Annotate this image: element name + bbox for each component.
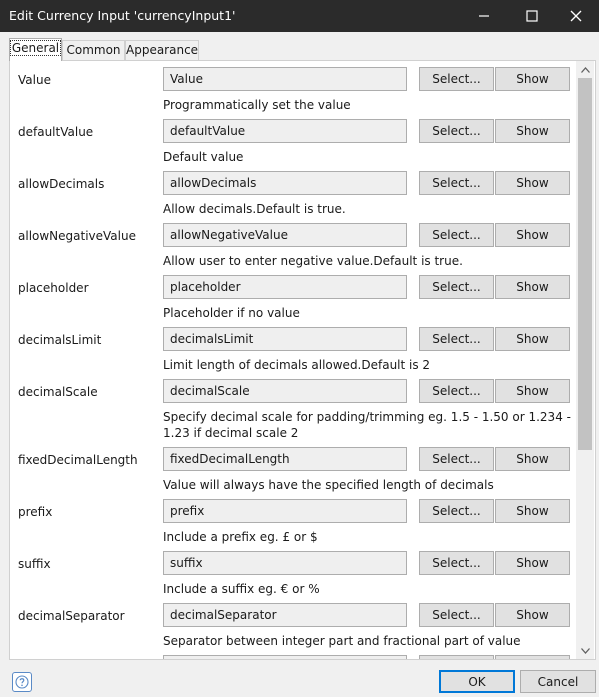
select-button[interactable]: Select... bbox=[419, 171, 494, 195]
select-button[interactable]: Select... bbox=[419, 223, 494, 247]
tab-common[interactable] bbox=[62, 40, 125, 60]
chevron-down-icon bbox=[581, 648, 590, 654]
close-button[interactable] bbox=[553, 0, 599, 32]
property-description: Include a suffix eg. € or % bbox=[163, 582, 320, 596]
property-description: Default value bbox=[163, 150, 244, 164]
property-value-field[interactable]: allowDecimals bbox=[163, 171, 407, 195]
property-label: fixedDecimalLength bbox=[18, 453, 138, 467]
window-title: Edit Currency Input 'currencyInput1' bbox=[9, 8, 236, 23]
property-label: prefix bbox=[18, 505, 53, 519]
property-label: Value bbox=[18, 73, 51, 87]
show-button[interactable] bbox=[495, 655, 570, 660]
property-label: decimalsLimit bbox=[18, 333, 102, 347]
property-value-field[interactable]: fixedDecimalLength bbox=[163, 447, 407, 471]
select-button[interactable]: Select... bbox=[419, 327, 494, 351]
vertical-scrollbar[interactable] bbox=[576, 61, 594, 659]
scroll-up-button[interactable] bbox=[576, 61, 594, 78]
minimize-button[interactable] bbox=[461, 0, 507, 32]
select-button[interactable] bbox=[419, 655, 494, 660]
property-description: Allow user to enter negative value.Default is true. bbox=[163, 254, 463, 268]
property-label: decimalScale bbox=[18, 385, 98, 399]
chevron-up-icon bbox=[581, 67, 590, 73]
tab-general[interactable] bbox=[9, 38, 62, 61]
property-label: allowDecimals bbox=[18, 177, 105, 191]
select-button[interactable]: Select... bbox=[419, 119, 494, 143]
property-description: Value will always have the specified length of decimals bbox=[163, 478, 494, 492]
property-description: Limit length of decimals allowed.Default is 2 bbox=[163, 358, 431, 372]
property-value-field[interactable]: decimalSeparator bbox=[163, 603, 407, 627]
select-button[interactable]: Select... bbox=[419, 275, 494, 299]
property-value-field[interactable]: decimalsLimit bbox=[163, 327, 407, 351]
show-button[interactable]: Show bbox=[495, 119, 570, 143]
show-button[interactable]: Show bbox=[495, 171, 570, 195]
show-button[interactable]: Show bbox=[495, 275, 570, 299]
property-description: Allow decimals.Default is true. bbox=[163, 202, 346, 216]
help-button[interactable] bbox=[12, 672, 32, 692]
dialog-footer bbox=[0, 665, 599, 697]
property-description: Separator between integer part and fractional part of value bbox=[163, 634, 521, 648]
tab-general-label: General bbox=[11, 41, 60, 55]
select-button[interactable]: Select... bbox=[419, 551, 494, 575]
close-icon bbox=[570, 10, 582, 22]
scroll-down-button[interactable] bbox=[576, 642, 594, 659]
property-value-field[interactable]: placeholder bbox=[163, 275, 407, 299]
property-value-field[interactable]: allowNegativeValue bbox=[163, 223, 407, 247]
property-value-field[interactable]: prefix bbox=[163, 499, 407, 523]
title-bar[interactable] bbox=[0, 0, 599, 32]
property-description: Placeholder if no value bbox=[163, 306, 300, 320]
select-button[interactable]: Select... bbox=[419, 603, 494, 627]
property-label: decimalSeparator bbox=[18, 609, 125, 623]
show-button[interactable]: Show bbox=[495, 67, 570, 91]
show-button[interactable]: Show bbox=[495, 551, 570, 575]
tab-appearance-label: Appearance bbox=[126, 43, 199, 57]
help-icon bbox=[15, 675, 29, 689]
maximize-button[interactable] bbox=[509, 0, 555, 32]
property-description: Programmatically set the value bbox=[163, 98, 351, 112]
property-value-field[interactable]: defaultValue bbox=[163, 119, 407, 143]
show-button[interactable]: Show bbox=[495, 327, 570, 351]
select-button[interactable]: Select... bbox=[419, 499, 494, 523]
property-value-field[interactable]: Value bbox=[163, 67, 407, 91]
select-button[interactable]: Select... bbox=[419, 447, 494, 471]
property-label: placeholder bbox=[18, 281, 89, 295]
property-value-field[interactable] bbox=[163, 655, 407, 660]
show-button[interactable]: Show bbox=[495, 447, 570, 471]
minimize-icon bbox=[478, 10, 490, 22]
general-tab-panel bbox=[9, 60, 596, 660]
property-value-field[interactable]: decimalScale bbox=[163, 379, 407, 403]
property-label: defaultValue bbox=[18, 125, 94, 139]
ok-button[interactable]: OK bbox=[439, 670, 515, 693]
dialog-body bbox=[0, 32, 599, 665]
property-description: Specify decimal scale for padding/trimming eg. 1.5 - 1.50 or 1.234 - 1.23 if decimal scale 2 bbox=[163, 410, 571, 440]
show-button[interactable]: Show bbox=[495, 603, 570, 627]
cancel-button[interactable]: Cancel bbox=[520, 670, 596, 693]
property-description: Include a prefix eg. £ or $ bbox=[163, 530, 318, 544]
select-button[interactable]: Select... bbox=[419, 379, 494, 403]
property-value-field[interactable]: suffix bbox=[163, 551, 407, 575]
scrollbar-thumb[interactable] bbox=[578, 78, 592, 450]
tab-appearance[interactable] bbox=[125, 40, 199, 60]
maximize-icon bbox=[526, 10, 538, 22]
show-button[interactable]: Show bbox=[495, 223, 570, 247]
property-label: suffix bbox=[18, 557, 51, 571]
select-button[interactable]: Select... bbox=[419, 67, 494, 91]
tab-common-label: Common bbox=[66, 43, 121, 57]
show-button[interactable]: Show bbox=[495, 499, 570, 523]
show-button[interactable]: Show bbox=[495, 379, 570, 403]
property-label: allowNegativeValue bbox=[18, 229, 136, 243]
